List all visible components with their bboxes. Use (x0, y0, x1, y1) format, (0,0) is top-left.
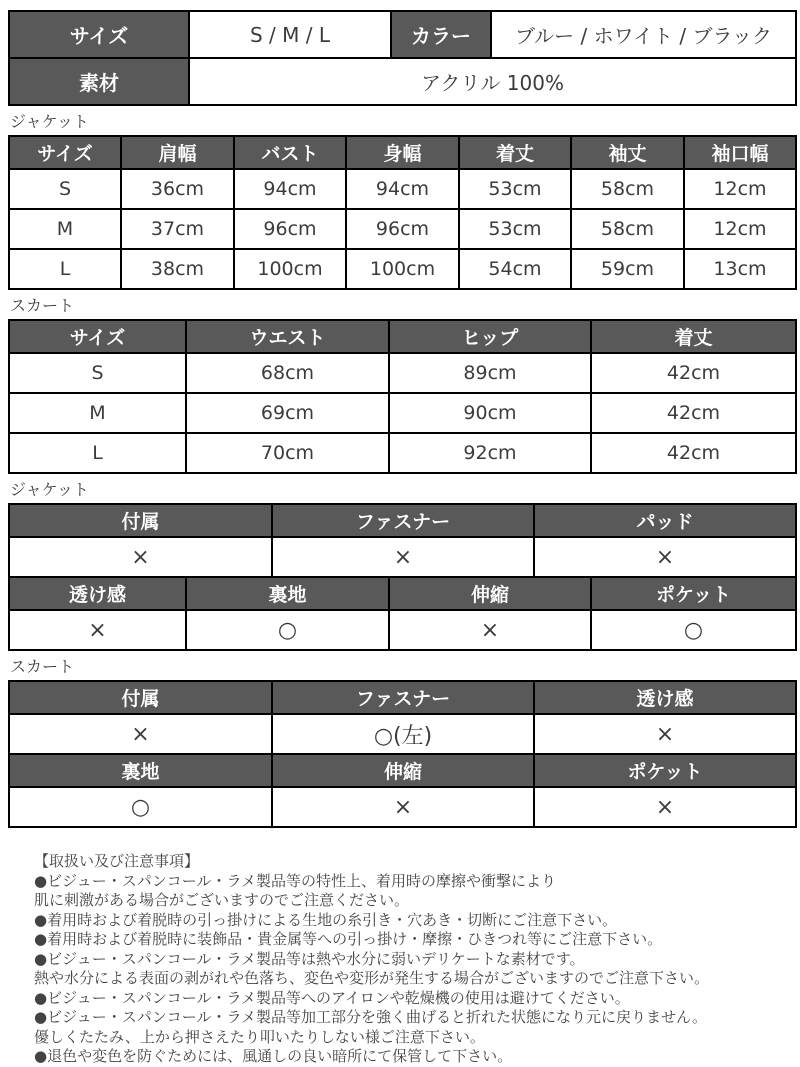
column-header: 肩幅 (121, 136, 234, 169)
feature-value: × (272, 537, 534, 577)
note-line: ●退色や変色を防ぐためには、風通しの良い暗所にて保管して下さい。 (34, 1047, 513, 1065)
feature-header: 付属 (9, 681, 272, 714)
table-row (9, 433, 796, 473)
feature-value: ○(左) (272, 714, 534, 754)
measure-cell: 53cm (459, 209, 571, 249)
measure-cell: 58cm (571, 169, 684, 209)
measure-cell: 68cm (186, 353, 389, 393)
measure-cell: 42cm (591, 393, 796, 433)
table-row (9, 169, 796, 209)
column-header: 着丈 (591, 320, 796, 353)
note-line: ●ビジュー・スパンコール・ラメ製品等へのアイロンや乾燥機の使用は避けてください。 (34, 988, 630, 1007)
column-header: 袖口幅 (684, 136, 796, 169)
jacket-size-section-label: ジャケット (10, 112, 89, 131)
jacket-details-section-label: ジャケット (10, 480, 89, 499)
measure-cell: 54cm (459, 249, 571, 289)
column-header: バスト (234, 136, 346, 169)
measure-cell: 37cm (121, 209, 234, 249)
note-line: ●着用時および着脱時の引っ掛けによる生地の糸引き・穴あき・切断にご注意下さい。 (34, 910, 618, 929)
feature-value: × (534, 714, 796, 754)
measure-cell: 94cm (234, 169, 346, 209)
feature-value: × (272, 787, 534, 827)
jacket-size-table (8, 135, 797, 290)
measure-cell: 59cm (571, 249, 684, 289)
measure-cell: 92cm (389, 433, 591, 473)
measure-cell: 90cm (389, 393, 591, 433)
jacket-details-table-lower (8, 576, 797, 651)
feature-value: × (389, 610, 591, 650)
size-cell: M (9, 209, 121, 249)
table-row (9, 249, 796, 289)
care-notes-title: 【取扱い及び注意事項】 (34, 852, 200, 870)
measure-cell: 36cm (121, 169, 234, 209)
measure-cell: 100cm (234, 249, 346, 289)
feature-value: ○ (186, 610, 389, 650)
column-header: サイズ (9, 136, 121, 169)
measure-cell: 96cm (234, 209, 346, 249)
column-header: 身幅 (346, 136, 459, 169)
table-row (9, 353, 796, 393)
size-cell: S (9, 169, 121, 209)
material-value-cell: アクリル 100% (189, 58, 796, 105)
measure-cell: 12cm (684, 209, 796, 249)
measure-cell: 96cm (346, 209, 459, 249)
feature-header: ファスナー (272, 681, 534, 714)
jacket-details-table-upper (8, 503, 797, 578)
size-cell: M (9, 393, 186, 433)
measure-cell: 94cm (346, 169, 459, 209)
measure-cell: 12cm (684, 169, 796, 209)
color-header-cell: カラー (391, 11, 491, 58)
measure-cell: 100cm (346, 249, 459, 289)
feature-value: × (9, 537, 272, 577)
feature-value: ○ (9, 787, 272, 827)
note-line: 優しくたたみ、上から押さえたり叩いたりしない様ご注意下さい。 (34, 1027, 485, 1046)
feature-header: 付属 (9, 504, 272, 537)
note-line: ●ビジュー・スパンコール・ラメ製品等は熱や水分に弱いデリケートな素材です。 (34, 949, 585, 968)
skirt-details-table-upper (8, 680, 797, 755)
size-cell: L (9, 249, 121, 289)
feature-header: 裏地 (186, 577, 389, 610)
size-header-cell: サイズ (9, 11, 189, 58)
note-line: 熱や水分による表面の剥がれや色落ち、変色や変形が発生する場合がございますのでご注意下さい。 (34, 969, 710, 987)
column-header: ウエスト (186, 320, 389, 353)
feature-value: × (534, 787, 796, 827)
measure-cell: 89cm (389, 353, 591, 393)
spec-table (8, 10, 797, 106)
measure-cell: 69cm (186, 393, 389, 433)
table-row (9, 393, 796, 433)
column-header: ヒップ (389, 320, 591, 353)
feature-header: ファスナー (272, 504, 534, 537)
measure-cell: 13cm (684, 249, 796, 289)
note-line: ●ビジュー・スパンコール・ラメ製品等加工部分を強く曲げると折れた状態になり元に戻りません。 (34, 1008, 707, 1026)
skirt-details-table-lower (8, 753, 797, 828)
feature-value: × (9, 714, 272, 754)
feature-header: 透け感 (9, 577, 186, 610)
feature-value: × (534, 537, 796, 577)
feature-header: 裏地 (9, 754, 272, 787)
feature-header: ポケット (591, 577, 796, 610)
measure-cell: 42cm (591, 433, 796, 473)
measure-cell: 58cm (571, 209, 684, 249)
table-row (9, 209, 796, 249)
size-cell: S (9, 353, 186, 393)
feature-value: ○ (591, 610, 796, 650)
feature-value: × (9, 610, 186, 650)
skirt-details-section-label: スカート (10, 657, 75, 676)
feature-header: 透け感 (534, 681, 796, 714)
note-line: ●着用時および着脱時に装飾品・貴金属等への引っ掛け・摩擦・ひきつれ等にご注意下さい。 (34, 930, 663, 948)
column-header: 袖丈 (571, 136, 684, 169)
skirt-size-table (8, 319, 797, 474)
measure-cell: 53cm (459, 169, 571, 209)
measure-cell: 38cm (121, 249, 234, 289)
column-header: 着丈 (459, 136, 571, 169)
size-cell: L (9, 433, 186, 473)
measure-cell: 42cm (591, 353, 796, 393)
care-notes (34, 852, 795, 1067)
size-value-cell: S / M / L (189, 11, 391, 58)
measure-cell: 70cm (186, 433, 389, 473)
feature-header: 伸縮 (389, 577, 591, 610)
feature-header: 伸縮 (272, 754, 534, 787)
feature-header: ポケット (534, 754, 796, 787)
color-value-cell: ブルー / ホワイト / ブラック (491, 11, 796, 58)
column-header: サイズ (9, 320, 186, 353)
material-header-cell: 素材 (9, 58, 189, 105)
skirt-size-section-label: スカート (10, 296, 75, 315)
note-line: 肌に刺激がある場合がございますのでご注意ください。 (34, 891, 410, 909)
feature-header: パッド (534, 504, 796, 537)
note-line: ●ビジュー・スパンコール・ラメ製品等の特性上、着用時の摩擦や衝撃により (34, 871, 557, 890)
